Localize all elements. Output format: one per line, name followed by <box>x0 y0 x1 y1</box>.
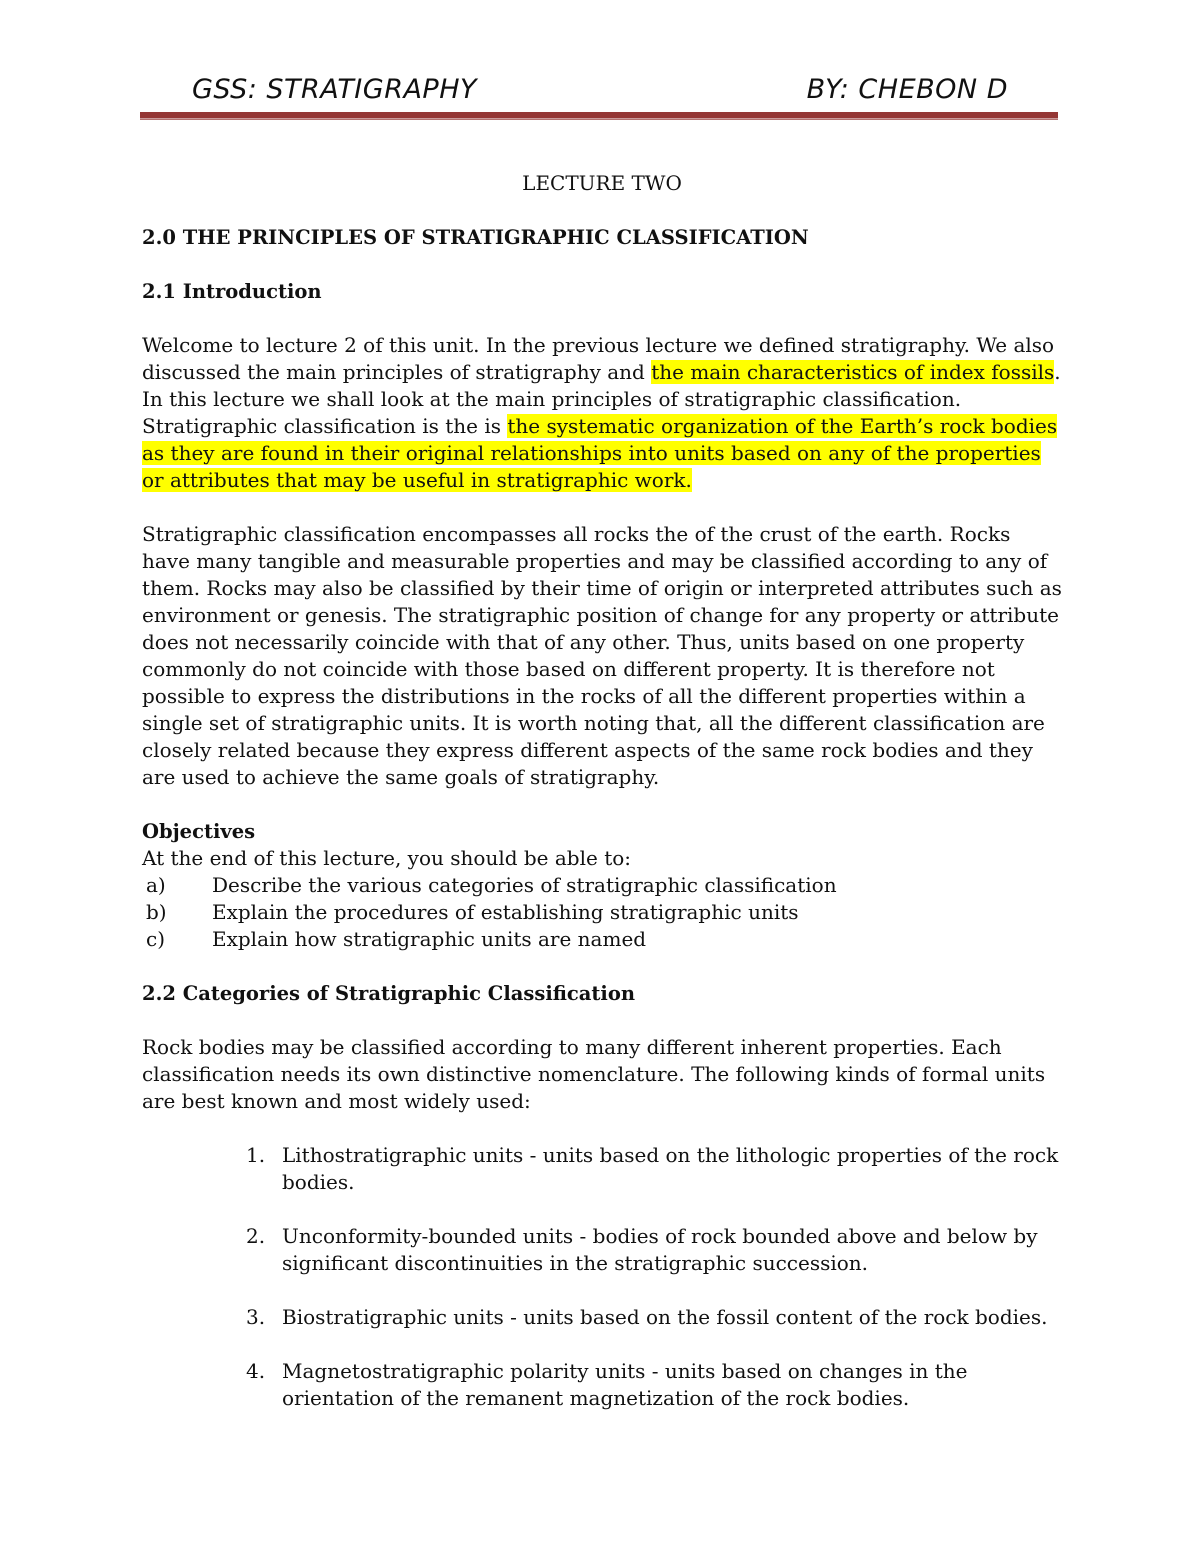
list-item-text: Unconformity-bounded units - bodies of rock bounded above and below by significant discontinuities in the stratigraphic succession. <box>282 1224 1038 1275</box>
header-rule <box>140 112 1058 120</box>
objectives-list <box>142 872 1062 953</box>
list-item <box>142 1358 1062 1412</box>
highlight-definition: the systematic organization of the Earth’s rock bodies as they are found in their original relationships into units based on any of the properties or attributes that may be useful in stratigraphic work. <box>142 414 1058 492</box>
list-marker: a) <box>146 873 166 897</box>
list-item <box>142 926 1062 953</box>
lecture-title: LECTURE TWO <box>522 171 682 195</box>
header-course-title: GSS: STRATIGRAPHY <box>192 74 477 105</box>
intro-text-2: . In this lecture we shall look at the main principles of stratigraphic classification. Stratigraphic classification is the is <box>142 360 1061 438</box>
list-marker: b) <box>146 900 167 924</box>
categories-list <box>142 1142 1062 1412</box>
header-author: BY: CHEBON D <box>806 74 1008 105</box>
list-item <box>142 1142 1062 1196</box>
list-item <box>142 872 1062 899</box>
categories-intro: Rock bodies may be classified according to many different inherent properties. Each classification needs its own distinctive nomenclature. The following kinds of formal units are best known and most widely used: <box>142 1035 1046 1113</box>
section-heading-2-0: 2.0 THE PRINCIPLES OF STRATIGRAPHIC CLASSIFICATION <box>142 226 809 249</box>
section-heading-2-1: 2.1 Introduction <box>142 280 322 303</box>
document-body <box>142 170 1062 1439</box>
list-marker: c) <box>146 927 166 951</box>
intro-text-1: Welcome to lecture 2 of this unit. In the previous lecture we defined stratigraphy. We also discussed the main principles of stratigraphy and <box>142 333 1055 384</box>
list-item-text: Magnetostratigraphic polarity units - units based on changes in the orientation of the remanent magnetization of the rock bodies. <box>282 1359 968 1410</box>
list-marker: 2. <box>246 1224 266 1248</box>
intro-paragraph <box>142 332 1062 494</box>
list-item-text: Explain how stratigraphic units are named <box>212 927 647 951</box>
list-item-text: Lithostratigraphic units - units based on the lithologic properties of the rock bodies. <box>282 1143 1059 1194</box>
highlight-index-fossils: the main characteristics of index fossils <box>651 360 1055 384</box>
list-item <box>142 1223 1062 1277</box>
list-item-text: Explain the procedures of establishing stratigraphic units <box>212 900 799 924</box>
objectives-heading: Objectives <box>142 820 256 843</box>
page-header <box>140 68 1058 120</box>
list-item <box>142 899 1062 926</box>
list-marker: 3. <box>246 1305 266 1329</box>
classification-paragraph: Stratigraphic classification encompasses all rocks the of the crust of the earth. Rocks have many tangible and measurable properties and may be classified according to any of them. Rocks may also be classified by their time of origin or interpreted attributes such as environment or genesis. The stratigraphic position of change for any property or attribute does not necessarily coincide with that of any other. Thus, units based on one property commonly do not coincide with those based on different property. It is therefore not possible to express the distributions in the rocks of all the different properties within a single set of stratigraphic units. It is worth noting that, all the different classification are closely related because they express different aspects of the same rock bodies and they are used to achieve the same goals of stratigraphy. <box>142 522 1062 789</box>
list-marker: 1. <box>246 1143 266 1167</box>
section-heading-2-2: 2.2 Categories of Stratigraphic Classification <box>142 982 636 1005</box>
list-item-text: Biostratigraphic units - units based on the fossil content of the rock bodies. <box>282 1305 1048 1329</box>
objectives-intro: At the end of this lecture, you should be able to: <box>142 846 632 870</box>
list-item-text: Describe the various categories of stratigraphic classification <box>212 873 837 897</box>
list-item <box>142 1304 1062 1331</box>
list-marker: 4. <box>246 1359 266 1383</box>
